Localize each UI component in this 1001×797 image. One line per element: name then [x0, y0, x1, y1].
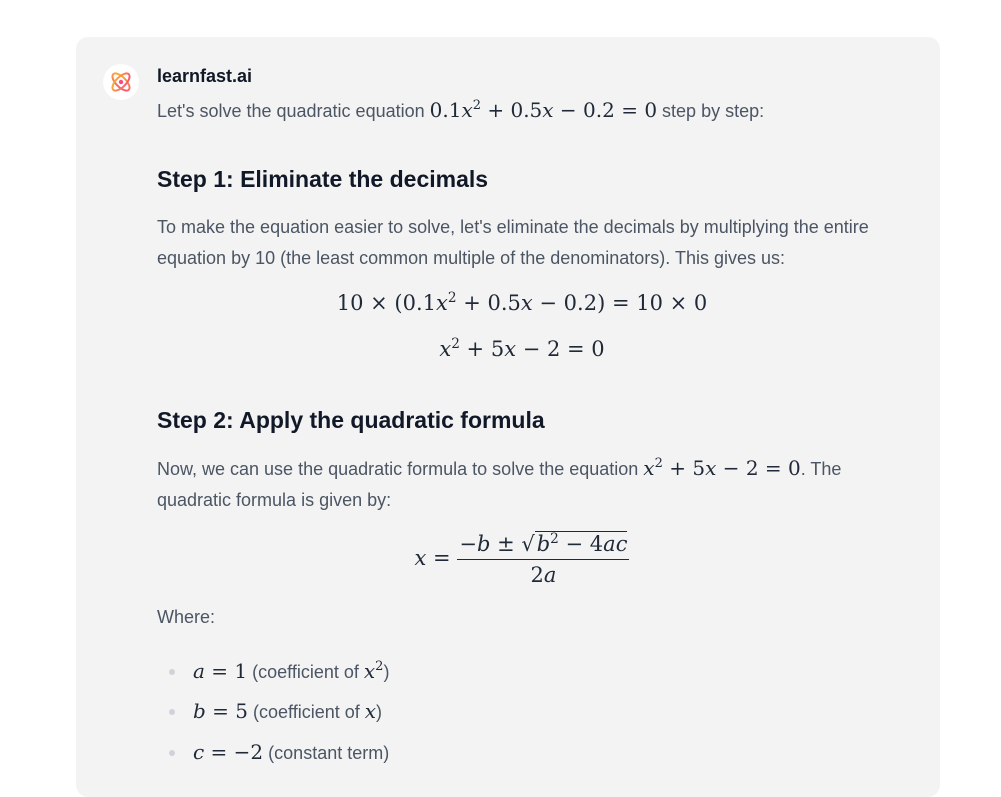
step1-paragraph: To make the equation easier to solve, let's eliminate the decimals by multiplying the entire equation by 10 (the least common multiple of the denominators). This gives us:: [157, 217, 869, 268]
list-bullet: [169, 750, 175, 756]
intro-equation: $0.1x^2 + 0.5x - 0.2 = 0$: [429, 98, 658, 122]
list-item-b: b = 5 (coefficient of x): [193, 699, 383, 723]
step1-equation-2: $x^2 + 5x - 2 = 0$: [439, 335, 605, 361]
step2-inline-equation: $x^2 + 5x - 2 = 0$: [643, 456, 801, 480]
step1-heading: Step 1: Eliminate the decimals: [157, 166, 489, 192]
step2-text-suffix: . The quadratic formula is given by:: [157, 459, 842, 510]
where-label: Where:: [157, 607, 216, 627]
intro-paragraph: [157, 95, 897, 127]
step1-equation-1: $10 \times (0.1x^2 + 0.5x - 0.2) = 10 \times 0$: [336, 289, 708, 315]
list-bullet: [169, 709, 175, 715]
list-item-c: c = −2 (constant term): [193, 740, 390, 764]
step2-paragraph: [157, 453, 897, 516]
brand-name: learnfast.ai: [157, 66, 253, 86]
intro-text: Let's solve the quadratic equation: [157, 101, 430, 121]
step2-heading: Step 2: Apply the quadratic formula: [157, 407, 545, 433]
brand-avatar: [103, 64, 139, 100]
intro-suffix: step by step:: [657, 101, 765, 121]
list-item-a: a = 1 (coefficient of $x^2$): [193, 659, 390, 683]
list-bullet: [169, 669, 175, 675]
atom-logo-icon: [108, 69, 134, 95]
quadratic-formula: x = $\frac{-b \pm √b^2 - 4ac}{2a}$: [414, 530, 628, 587]
formula-fraction: $\frac{-b \pm √b^2 - 4ac}{2a}$: [459, 530, 628, 587]
step2-text: Now, we can use the quadratic formula to solve the equation: [157, 459, 644, 479]
